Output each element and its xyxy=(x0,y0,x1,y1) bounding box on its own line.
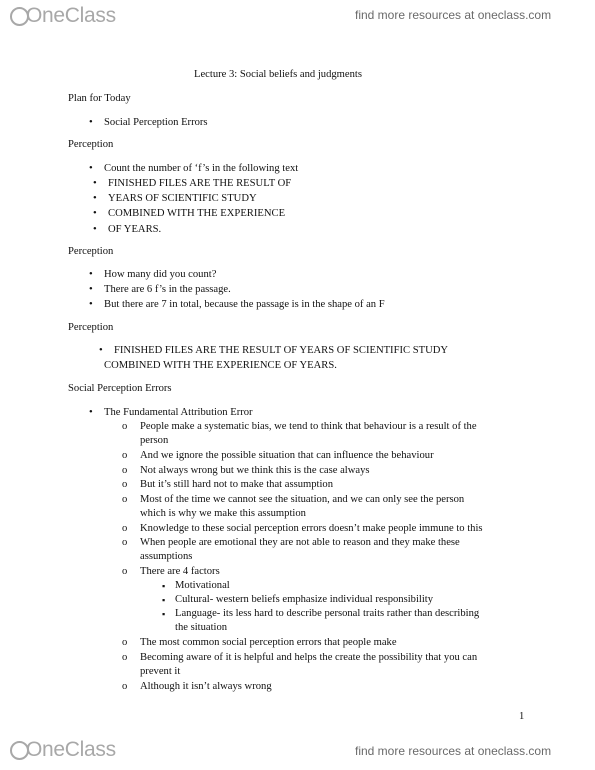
list-item: • OF YEARS. xyxy=(108,223,161,237)
oneclass-footer-logo[interactable] xyxy=(10,738,116,762)
sub-item: o The most common social perception errors that people make xyxy=(122,637,397,648)
sub-item: o Although it isn’t always wrong xyxy=(122,681,272,692)
factor-item: ▪ Language- its less hard to describe personal traits rather than describing xyxy=(175,607,479,621)
sub-item-continuation: person xyxy=(140,435,169,446)
list-item: • YEARS OF SCIENTIFIC STUDY xyxy=(108,192,257,206)
page-number: 1 xyxy=(519,711,525,722)
sub-item: o But it’s still hard not to make that assumption xyxy=(122,479,334,490)
sub-item: o Most of the time we cannot see the situation, and we can only see the person xyxy=(122,494,465,505)
list-item: • But there are 7 in total, because the passage is in the shape of an F xyxy=(104,298,385,312)
find-resources-link[interactable]: find more resources at oneclass.com xyxy=(355,8,552,22)
list-item: • Social Perception Errors xyxy=(104,116,208,130)
list-item: • Count the number of ‘f’s in the following text xyxy=(104,162,298,176)
find-resources-footer-link[interactable]: find more resources at oneclass.com xyxy=(355,744,552,758)
sub-item: o Not always wrong but we think this is the case always xyxy=(122,465,370,476)
sub-item: o People make a systematic bias, we tend to think that behaviour is a result of the xyxy=(122,421,477,432)
sub-item: o Knowledge to these social perception errors doesn’t make people immune to this xyxy=(122,523,483,534)
list-item: • FINISHED FILES ARE THE RESULT OF xyxy=(108,177,291,191)
heading-perception-3: Perception xyxy=(68,322,114,333)
factor-item: ▪ Motivational xyxy=(175,579,230,593)
heading-perception-1: Perception xyxy=(68,139,114,150)
sub-item-continuation: which is why we make this assumption xyxy=(140,508,306,519)
sub-item: o When people are emotional they are not able to reason and they make these xyxy=(122,537,460,548)
oneclass-logo[interactable] xyxy=(10,4,116,28)
sub-item-continuation: assumptions xyxy=(140,551,193,562)
sub-item-continuation: prevent it xyxy=(140,666,181,677)
list-item-continuation: COMBINED WITH THE EXPERIENCE OF YEARS. xyxy=(104,360,337,371)
sub-item: o There are 4 factors xyxy=(122,566,220,577)
list-item: • COMBINED WITH THE EXPERIENCE xyxy=(108,207,285,221)
sub-item: o And we ignore the possible situation that can influence the behaviour xyxy=(122,450,434,461)
list-item: • The Fundamental Attribution Error xyxy=(104,406,253,420)
heading-social-perception-errors: Social Perception Errors xyxy=(68,383,172,394)
list-item: • FINISHED FILES ARE THE RESULT OF YEARS OF SCIENTIFIC STUDY xyxy=(114,344,448,358)
document-title: Lecture 3: Social beliefs and judgments xyxy=(194,69,362,80)
sub-item: o Becoming aware of it is helpful and helps the create the possibility that you can xyxy=(122,652,478,663)
heading-plan: Plan for Today xyxy=(68,93,131,104)
list-item: • There are 6 f’s in the passage. xyxy=(104,283,231,297)
heading-perception-2: Perception xyxy=(68,246,114,257)
list-item: • How many did you count? xyxy=(104,268,216,282)
factor-item: ▪ Cultural- western beliefs emphasize individual responsibility xyxy=(175,593,433,607)
logo-text: OneClass xyxy=(26,4,116,27)
logo-text: OneClass xyxy=(26,738,116,761)
factor-item-continuation: the situation xyxy=(175,622,228,633)
